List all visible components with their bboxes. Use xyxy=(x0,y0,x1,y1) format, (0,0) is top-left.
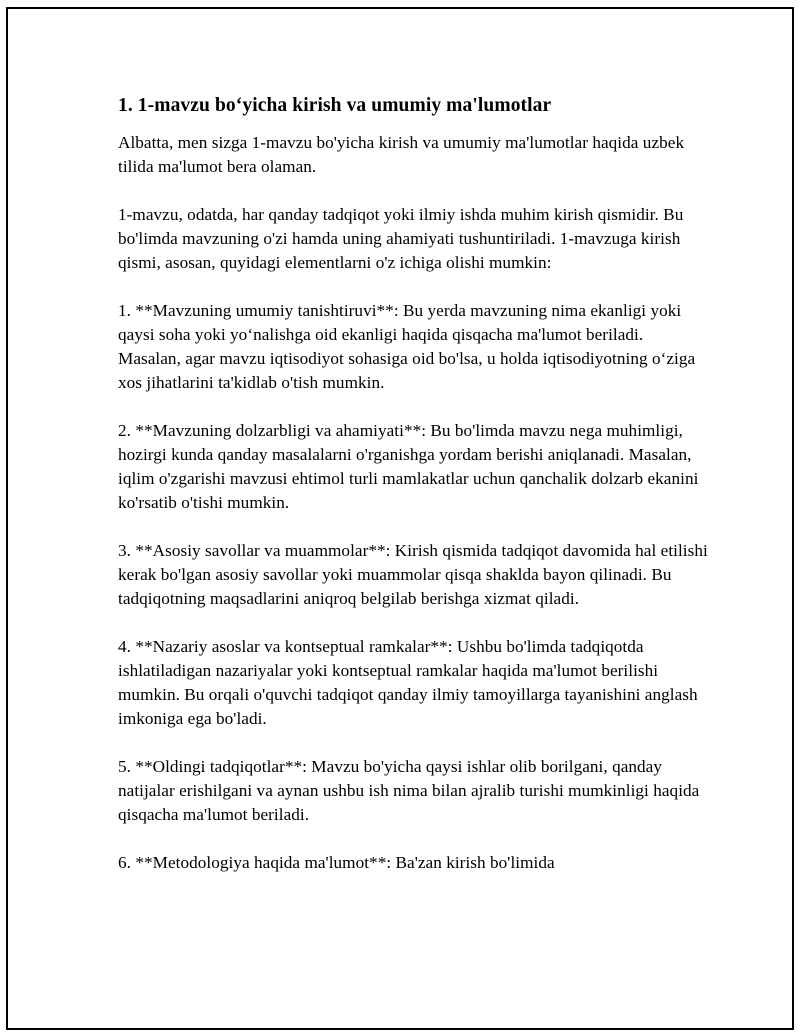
section-heading: 1. 1-mavzu bo‘yicha kirish va umumiy ma'lumotlar xyxy=(118,95,552,116)
list-item-4: 4. **Nazariy asoslar va kontseptual ramkalar**: Ushbu bo'limda tadqiqotda ishlatiladigan nazariyalar yoki kontseptual ramkalar haqida ma'lumot berilishi mumkin. Bu orqali o'quvchi tadqiqot qanday ilmiy tamoyillarga tayanishini anglash imkoniga ega bo'ladi. xyxy=(118,637,698,728)
list-item-3: 3. **Asosiy savollar va muammolar**: Kirish qismida tadqiqot davomida hal etilishi kerak bo'lgan asosiy savollar yoki muammolar qisqa shaklda bayon qilinadi. Bu tadqiqotning maqsadlarini aniqroq belgilab berishga xizmat qiladi. xyxy=(118,541,708,608)
list-item-6: 6. **Metodologiya haqida ma'lumot**: Ba'zan kirish bo'limida xyxy=(118,853,555,872)
paragraph-overview: 1-mavzu, odatda, har qanday tadqiqot yoki ilmiy ishda muhim kirish qismidir. Bu bo'limda mavzuning o'zi hamda uning ahamiyati tushuntiriladi. 1-mavzuga kirish qismi, asosan, quyidagi elementlarni o'z ichiga olishi mumkin: xyxy=(118,205,684,272)
list-item-1: 1. **Mavzuning umumiy tanishtiruvi**: Bu yerda mavzuning nima ekanligi yoki qaysi soha yoki yo‘nalishga oid ekanligi haqida qisqacha ma'lumot beriladi. Masalan, agar mavzu iqtisodiyot sohasiga oid bo'lsa, u holda iqtisodiyotning o‘ziga xos jihatlarini ta'kidlab o'tish mumkin. xyxy=(118,301,696,392)
paragraph-intro: Albatta, men sizga 1-mavzu bo'yicha kirish va umumiy ma'lumotlar haqida uzbek tilida ma'lumot bera olaman. xyxy=(118,133,685,176)
list-item-5: 5. **Oldingi tadqiqotlar**: Mavzu bo'yicha qaysi ishlar olib borilgani, qanday natijalar erishilgani va aynan ushbu ish nima bilan ajralib turishi mumkinligi haqida qisqacha ma'lumot beriladi. xyxy=(118,757,700,824)
document-body xyxy=(118,93,708,899)
list-item-2: 2. **Mavzuning dolzarbligi va ahamiyati**: Bu bo'limda mavzu nega muhimligi, hozirgi kunda qanday masalalarni o'rganishga yordam berishi aniqlanadi. Masalan, iqlim o'zgarishi mavzusi ehtimol turli mamlakatlar uchun qanchalik dolzarb ekanini ko'rsatib o'tishi mumkin. xyxy=(118,421,699,512)
